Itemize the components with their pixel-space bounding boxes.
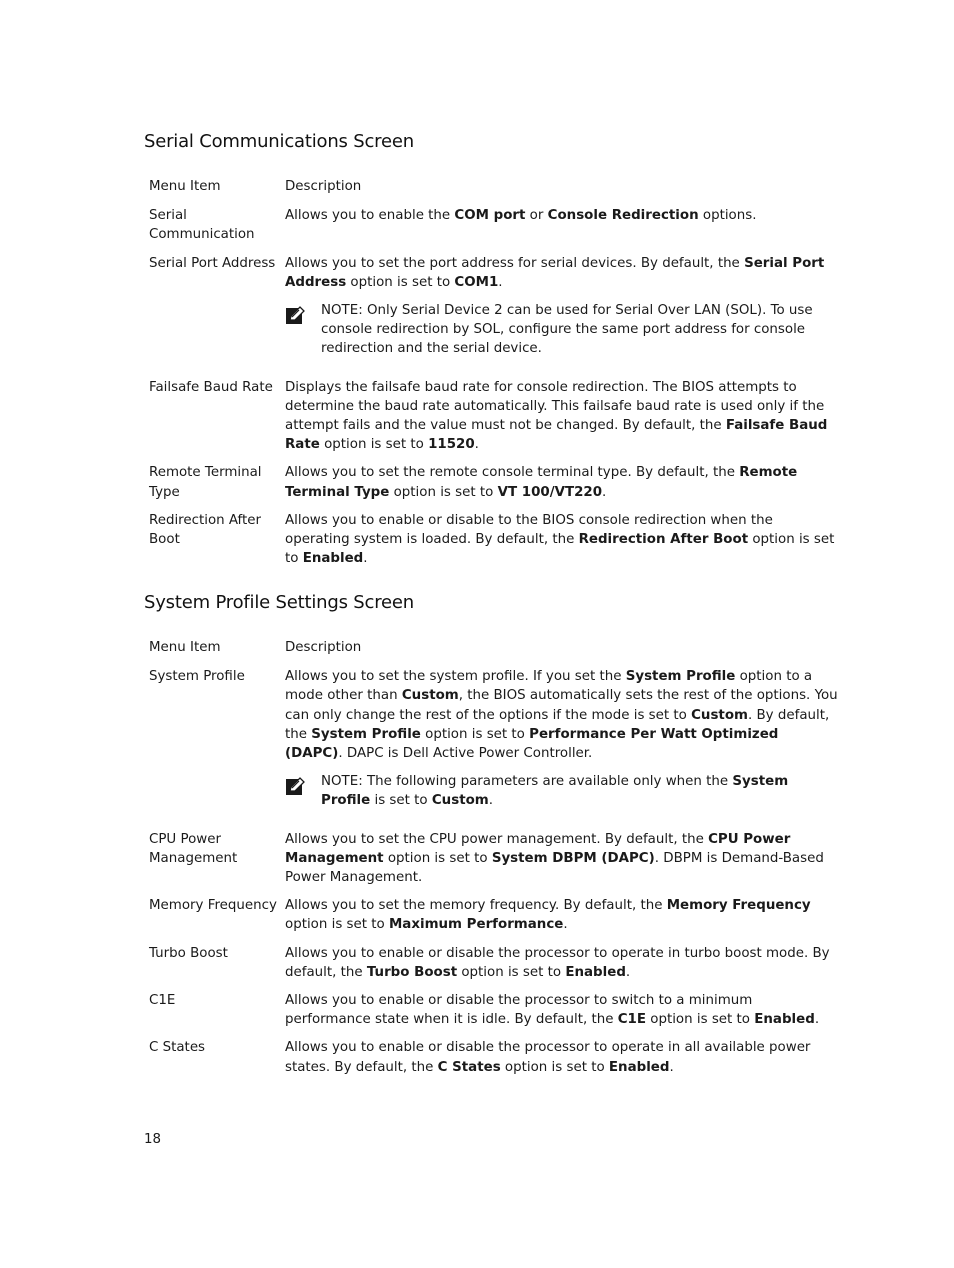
text-run: option is set to xyxy=(319,437,429,453)
table-header-row xyxy=(144,638,839,667)
section-title-serial-communications: Serial Communications Screen xyxy=(144,131,414,152)
menu-item-description xyxy=(280,896,839,943)
table-row xyxy=(144,378,839,464)
menu-item-description xyxy=(280,830,839,897)
note-icon-wrapper xyxy=(285,772,321,810)
text-run: Allows you to set the remote console terminal type. By default, the xyxy=(285,465,740,481)
menu-item-description xyxy=(280,463,839,510)
bold-term: System Profile xyxy=(625,669,736,685)
menu-item-description xyxy=(280,944,839,991)
menu-item-name: Failsafe Baud Rate xyxy=(149,379,273,395)
table-row xyxy=(144,944,839,991)
table-row xyxy=(144,896,839,943)
table-row xyxy=(144,511,839,578)
menu-item-name: Redirection After Boot xyxy=(149,512,262,548)
menu-item-description xyxy=(280,254,839,378)
bold-term: Enabled xyxy=(302,551,364,567)
table-row xyxy=(144,991,839,1038)
bold-term: Custom xyxy=(401,688,459,704)
text-run: option is set to xyxy=(285,532,835,567)
note-label: NOTE: xyxy=(321,774,363,790)
table-row xyxy=(144,206,839,253)
menu-item-description xyxy=(280,1038,839,1085)
text-run: Allows you to enable or disable the processor to operate in all available power states. By default, the xyxy=(285,1040,811,1075)
text-run: . xyxy=(563,917,568,933)
menu-item-description xyxy=(280,206,839,253)
table-row xyxy=(144,1038,839,1085)
note-text xyxy=(321,301,839,359)
bold-term: 11520 xyxy=(428,437,475,453)
text-run: option is set to xyxy=(285,917,389,933)
text-run: Allows you to enable or disable to the BIOS console redirection when the operating system is loaded. By default, the xyxy=(285,512,773,548)
bold-term: Performance Per Watt Optimized (DAPC) xyxy=(285,726,779,762)
bold-term: CPU Power Management xyxy=(285,831,791,866)
system-profile-table-body xyxy=(144,667,839,1086)
text-run: is set to xyxy=(370,793,432,809)
bold-term: System Profile xyxy=(311,726,421,742)
text-run: . DAPC is Dell Active Power Controller. xyxy=(338,746,593,762)
menu-item-name: Remote Terminal Type xyxy=(149,465,262,500)
bold-term: Redirection After Boot xyxy=(578,532,749,548)
bold-term: Console Redirection xyxy=(547,208,699,224)
description-text xyxy=(285,511,839,569)
system-profile-table xyxy=(144,638,839,1086)
bold-term: Maximum Performance xyxy=(388,917,564,933)
serial-communications-table xyxy=(144,177,839,577)
bold-term: Custom xyxy=(431,793,489,809)
text-run: or xyxy=(525,208,548,224)
note-label: NOTE: xyxy=(321,303,363,319)
note-box xyxy=(285,772,839,810)
description-text xyxy=(285,991,839,1029)
description-text xyxy=(285,206,839,225)
menu-item-description xyxy=(280,511,839,578)
text-run: Allows you to set the port address for serial devices. By default, the xyxy=(285,255,745,271)
text-run: Allows you to set the CPU power management. By default, the xyxy=(285,831,709,847)
text-run: Allows you to enable the xyxy=(285,208,455,224)
bold-term: VT 100/VT220 xyxy=(497,484,603,500)
text-run: . xyxy=(669,1059,674,1075)
bold-term: Memory Frequency xyxy=(666,898,811,914)
header-menu-item: Menu Item xyxy=(149,179,221,194)
table-header-row xyxy=(144,177,839,206)
text-run: Displays the failsafe baud rate for console redirection. The BIOS attempts to determine the baud rate automatically. This failsafe baud rate is used only if the attempt fails and the value must not be changed. By default, the xyxy=(285,379,825,434)
text-run: Only Serial Device 2 can be used for Serial Over LAN (SOL). To use console redirection by SOL, configure the same port address for console redirection and the serial device. xyxy=(321,303,813,357)
text-run: . xyxy=(474,437,479,453)
table-row xyxy=(144,254,839,378)
section-title-system-profile: System Profile Settings Screen xyxy=(144,592,414,613)
menu-item-name: C States xyxy=(149,1040,206,1056)
text-run: options. xyxy=(698,208,757,224)
menu-item-name: Turbo Boost xyxy=(149,945,228,961)
description-text xyxy=(285,463,839,501)
serial-table-body xyxy=(144,206,839,577)
menu-item-name: Serial Communication xyxy=(149,208,255,243)
description-text xyxy=(285,667,839,763)
description-text xyxy=(285,1038,839,1076)
text-run: Allows you to enable or disable the processor to operate in turbo boost mode. By default, the xyxy=(285,945,830,980)
text-run: option is set to xyxy=(420,726,530,742)
text-run: . By default, the xyxy=(285,707,830,742)
header-description: Description xyxy=(285,640,362,655)
bold-term: C States xyxy=(437,1059,501,1075)
bold-term: Serial Port Address xyxy=(285,255,825,290)
text-run: . xyxy=(488,793,494,809)
bold-term: COM1 xyxy=(454,274,499,290)
bold-term: Remote Terminal Type xyxy=(285,465,798,500)
bold-term: Enabled xyxy=(565,964,626,980)
text-run: option is set to xyxy=(346,274,455,290)
table-row xyxy=(144,463,839,510)
text-run: . xyxy=(814,1012,820,1028)
menu-item-description xyxy=(280,378,839,464)
text-run: option is set to xyxy=(389,484,498,500)
bold-term: System Profile xyxy=(321,774,789,809)
note-icon-wrapper xyxy=(285,301,321,359)
menu-item-name: Memory Frequency xyxy=(149,898,277,914)
text-run: option to a mode other than xyxy=(285,669,813,704)
bold-term: COM port xyxy=(454,208,526,224)
menu-item-description xyxy=(280,991,839,1038)
text-run: . xyxy=(363,551,368,567)
menu-item-name: Serial Port Address xyxy=(149,255,276,271)
table-row xyxy=(144,830,839,897)
header-description: Description xyxy=(285,179,362,194)
description-text xyxy=(285,944,839,982)
pencil-note-icon xyxy=(285,305,306,326)
bold-term: Enabled xyxy=(754,1012,815,1028)
bold-term: Custom xyxy=(691,707,748,723)
menu-item-name: C1E xyxy=(149,993,176,1009)
bold-term: System DBPM (DAPC) xyxy=(491,850,655,866)
bold-term: C1E xyxy=(617,1012,647,1028)
text-run: Allows you to set the memory frequency. By default, the xyxy=(285,898,667,914)
menu-item-name: System Profile xyxy=(149,669,245,685)
bold-term: Turbo Boost xyxy=(366,964,458,980)
bold-term: Failsafe Baud Rate xyxy=(285,418,828,453)
text-run: option is set to xyxy=(500,1059,609,1075)
text-run: Allows you to set the system profile. If you set the xyxy=(285,669,626,685)
text-run: . xyxy=(625,964,631,980)
text-run: . DBPM is Demand-Based Power Management. xyxy=(285,850,824,886)
text-run: The following parameters are available only when the xyxy=(362,774,733,790)
description-text xyxy=(285,254,839,292)
text-run: option is set to xyxy=(646,1012,755,1028)
text-run: , the BIOS automatically sets the rest of the options. You can only change the rest of the options if the mode is set to xyxy=(285,688,838,723)
text-run: option is set to xyxy=(457,964,566,980)
menu-item-name: CPU Power Management xyxy=(149,831,238,866)
page-number: 18 xyxy=(144,1132,162,1147)
header-menu-item: Menu Item xyxy=(149,640,221,655)
pencil-note-icon xyxy=(285,776,306,797)
menu-item-description xyxy=(280,667,839,829)
text-run: . xyxy=(498,274,503,290)
bold-term: Enabled xyxy=(608,1059,670,1075)
description-text xyxy=(285,378,839,455)
text-run: Allows you to enable or disable the processor to switch to a minimum performance state when it is idle. By default, the xyxy=(285,993,753,1028)
text-run: . xyxy=(602,484,607,500)
note-box xyxy=(285,301,839,359)
description-text xyxy=(285,896,839,934)
note-text xyxy=(321,772,839,810)
table-row xyxy=(144,667,839,829)
text-run: option is set to xyxy=(383,850,492,866)
description-text xyxy=(285,830,839,888)
